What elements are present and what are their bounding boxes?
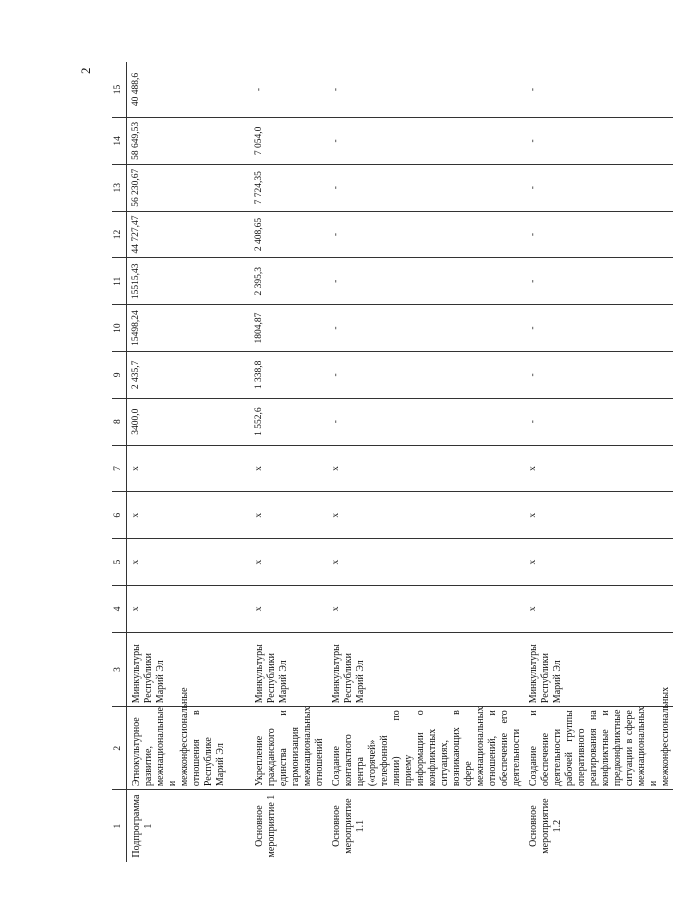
- table-cell: -: [524, 398, 673, 445]
- table-cell: -: [327, 164, 524, 211]
- table-cell: х: [524, 539, 673, 586]
- table-cell: -: [327, 258, 524, 305]
- table-row: [327, 62, 524, 862]
- table-cell: х: [327, 539, 524, 586]
- table-cell: 40 488,6: [131, 72, 141, 107]
- table-cell: Минкультуры Республики Марий Эл: [327, 632, 524, 706]
- table-cell: 58 649,53: [127, 117, 251, 164]
- page-number: 2: [78, 67, 93, 74]
- table-cell: х: [524, 445, 673, 492]
- table-row: [524, 62, 673, 862]
- table-cell: Основное мероприятие 1: [250, 790, 327, 862]
- table-cell: Минкультуры Республики Марий Эл: [250, 632, 327, 706]
- table-cell: 1 338,8: [250, 351, 327, 398]
- column-header: 15: [112, 62, 127, 117]
- table-cell: х: [127, 585, 251, 632]
- table-cell: Этнокультурное развитие, межнациональные и межконфессиональные отношения в Республике Марий Эл: [127, 707, 251, 790]
- table-cell: -: [327, 351, 524, 398]
- column-header: 14: [112, 117, 127, 164]
- table-cell: Основное мероприятие 1.2: [524, 790, 673, 862]
- table-cell: х: [524, 585, 673, 632]
- table-cell: 56 230,67: [127, 164, 251, 211]
- table-row: [127, 62, 251, 862]
- column-header: 2: [112, 707, 127, 790]
- table-cell: Укрепление гражданского единства и гармонизация межнациональных отношений: [250, 707, 327, 790]
- table-cell: х: [127, 492, 251, 539]
- column-header: 4: [112, 585, 127, 632]
- table-cell: х: [127, 539, 251, 586]
- column-header: 9: [112, 351, 127, 398]
- table-cell: Минкультуры Республики Марий Эл: [127, 632, 251, 706]
- budget-table-grid: [112, 62, 673, 862]
- table-cell: 1 552,6: [250, 398, 327, 445]
- table-cell: 1804,87: [250, 305, 327, 352]
- table-cell: х: [524, 492, 673, 539]
- table-cell: -: [327, 305, 524, 352]
- table-cell: 2 395,3: [250, 258, 327, 305]
- column-header: 3: [112, 632, 127, 706]
- table-cell: -: [331, 87, 341, 92]
- table-cell: -: [524, 164, 673, 211]
- table-cell: -: [327, 211, 524, 258]
- table-cell: 15498,24: [127, 305, 251, 352]
- table-cell: х: [250, 492, 327, 539]
- table-cell: х: [250, 539, 327, 586]
- table-cell: 3400,0: [127, 398, 251, 445]
- column-header: 12: [112, 211, 127, 258]
- table-cell: Создание и обеспечение деятельности рабочей группы оперативного реагирования на конфликтные и предконфликтные ситуации в сфере межнациональных и межконфессиональных: [524, 707, 673, 790]
- table-cell: -: [327, 117, 524, 164]
- column-header: 7: [112, 445, 127, 492]
- table-cell: -: [524, 117, 673, 164]
- column-header: 10: [112, 305, 127, 352]
- table-cell: 7 724,35: [250, 164, 327, 211]
- table-cell: х: [127, 445, 251, 492]
- column-header: 13: [112, 164, 127, 211]
- table-cell: Подпрограмма 1: [127, 790, 251, 862]
- table-cell: х: [327, 585, 524, 632]
- column-header: 11: [112, 258, 127, 305]
- table-cell: х: [250, 585, 327, 632]
- column-header: 5: [112, 539, 127, 586]
- table-cell: -: [524, 305, 673, 352]
- header-row: [112, 62, 127, 862]
- table-cell: Создание контактного центра («горячей» телефонной линии) по приему информации о конфликтных ситуациях, возникающих в сфере межнациональных отношений, и обеспечение его деятельности: [327, 707, 524, 790]
- column-header: 8: [112, 398, 127, 445]
- table-cell: 2 408,65: [250, 211, 327, 258]
- table-cell: х: [250, 445, 327, 492]
- table-cell: -: [327, 398, 524, 445]
- table-cell: -: [254, 87, 264, 92]
- table-cell: Минкультуры Республики Марий Эл: [524, 632, 673, 706]
- table-cell: 2 435,7: [127, 351, 251, 398]
- table-row: [250, 62, 327, 862]
- column-header: 6: [112, 492, 127, 539]
- budget-table: [112, 62, 671, 862]
- column-header: 1: [112, 790, 127, 862]
- table-cell: 44 727,47: [127, 211, 251, 258]
- table-cell: х: [327, 445, 524, 492]
- table-cell: -: [524, 351, 673, 398]
- table-cell: -: [528, 87, 538, 92]
- table-cell: Основное мероприятие 1.1: [327, 790, 524, 862]
- table-cell: -: [524, 258, 673, 305]
- table-cell: х: [327, 492, 524, 539]
- table-cell: 7 054,0: [250, 117, 327, 164]
- table-cell: -: [524, 211, 673, 258]
- table-cell: 15515,43: [127, 258, 251, 305]
